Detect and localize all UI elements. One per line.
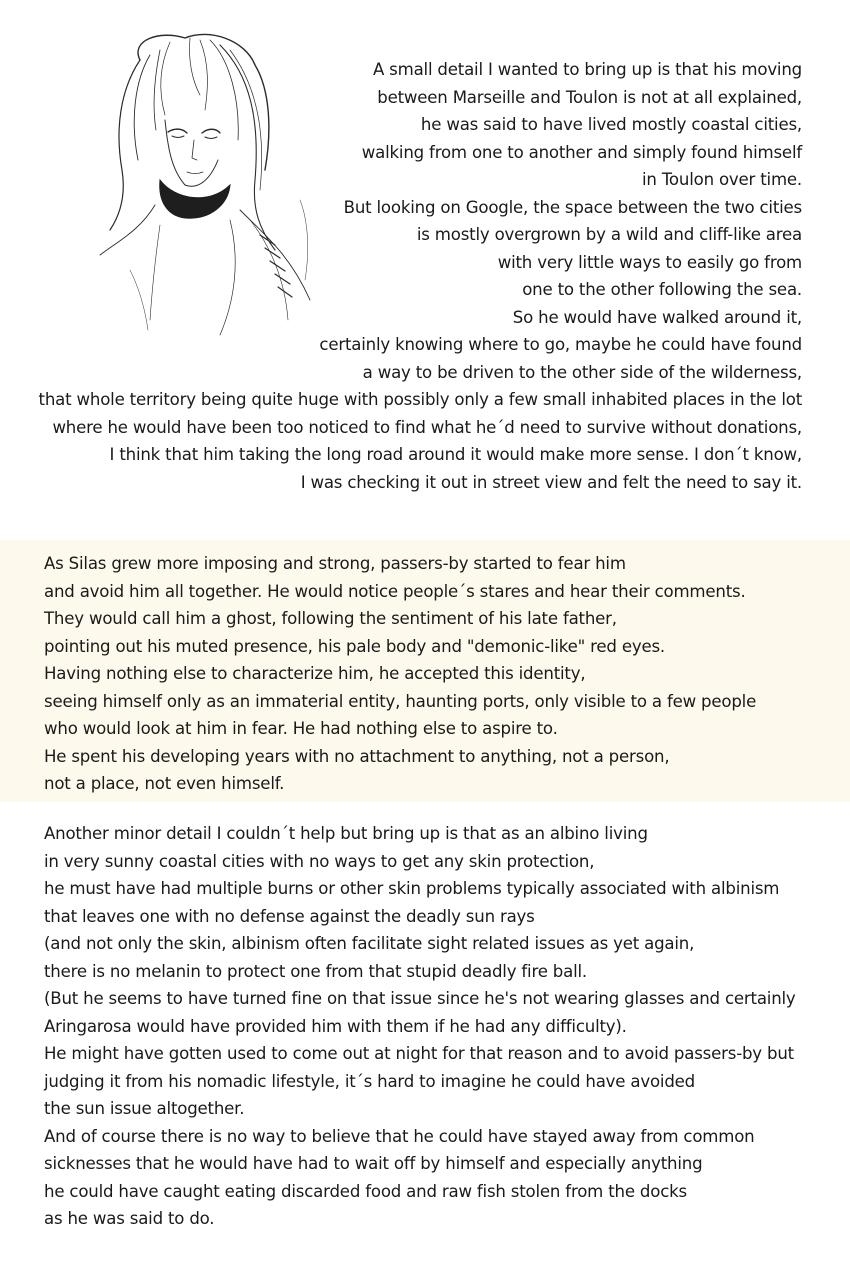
paragraph-line: seeing himself only as an immaterial entity, haunting ports, only visible to a few people <box>44 691 757 711</box>
paragraph-line: Aringarosa would have provided him with them if he had any difficulty). <box>44 1016 627 1036</box>
paragraph-line: And of course there is no way to believe that he could have stayed away from common <box>44 1126 755 1146</box>
paragraph-line: the sun issue altogether. <box>44 1099 245 1118</box>
paragraph-line: They would call him a ghost, following the sentiment of his late father, <box>44 609 617 628</box>
paragraph-line: (But he seems to have turned fine on that issue since he's not wearing glasses and certainly <box>44 989 796 1008</box>
paragraph-line: he could have caught eating discarded food and raw fish stolen from the docks <box>44 1181 687 1201</box>
paragraph-line: who would look at him in fear. He had nothing else to aspire to. <box>44 719 558 738</box>
paragraph-line: where he would have been too noticed to find what he´d need to survive without donations, <box>52 417 802 437</box>
paragraph-line: that whole territory being quite huge with possibly only a few small inhabited places in the lot <box>38 390 802 409</box>
paragraph-line: between Marseille and Toulon is not at all explained, <box>377 87 802 107</box>
paragraph-line: walking from one to another and simply found himself <box>361 142 802 162</box>
paragraph-line: judging it from his nomadic lifestyle, it´s hard to imagine he could have avoided <box>44 1071 696 1091</box>
paragraph-line: As Silas grew more imposing and strong, passers-by started to fear him <box>44 554 626 573</box>
paragraph-line: not a place, not even himself. <box>44 774 285 793</box>
paragraph-line: one to the other following the sea. <box>522 280 802 299</box>
paragraph-line: But looking on Google, the space between the two cities <box>343 197 802 217</box>
paragraph-line: certainly knowing where to go, maybe he could have found <box>319 335 802 354</box>
paragraph-line: that leaves one with no defense against the deadly sun rays <box>44 906 535 926</box>
paragraph-line: and avoid him all together. He would notice people´s stares and hear their comments. <box>44 581 746 601</box>
paragraph-top <box>22 56 802 496</box>
paragraph-line: with very little ways to easily go from <box>497 252 802 272</box>
paragraph-line: I think that him taking the long road around it would make more sense. I don´t know, <box>109 445 802 464</box>
paragraph-line: there is no melanin to protect one from that stupid deadly fire ball. <box>44 961 587 981</box>
paragraph-line: (and not only the skin, albinism often facilitate sight related issues as yet again, <box>44 934 695 953</box>
paragraph-line: Having nothing else to characterize him, he accepted this identity, <box>44 664 586 683</box>
paragraph-bottom <box>44 820 824 1233</box>
paragraph-line: Another minor detail I couldn´t help but bring up is that as an albino living <box>44 824 648 843</box>
paragraph-line: is mostly overgrown by a wild and cliff-like area <box>416 225 802 244</box>
paragraph-line: pointing out his muted presence, his pale body and "demonic-like" red eyes. <box>44 636 665 656</box>
paragraph-line: He might have gotten used to come out at night for that reason and to avoid passers-by but <box>44 1044 794 1063</box>
paragraph-line: He spent his developing years with no attachment to anything, not a person, <box>44 746 670 766</box>
paragraph-line: he was said to have lived mostly coastal cities, <box>420 115 802 134</box>
paragraph-line: I was checking it out in street view and felt the need to say it. <box>300 472 802 492</box>
paragraph-line: in Toulon over time. <box>642 170 802 189</box>
paragraph-line: So he would have walked around it, <box>512 307 802 327</box>
paragraph-middle <box>44 550 824 798</box>
paragraph-line: sicknesses that he would have had to wait off by himself and especially anything <box>44 1154 703 1173</box>
paragraph-line: in very sunny coastal cities with no ways to get any skin protection, <box>44 851 595 871</box>
paragraph-line: as he was said to do. <box>44 1209 215 1228</box>
paragraph-line: A small detail I wanted to bring up is that his moving <box>372 60 802 79</box>
paragraph-line: a way to be driven to the other side of the wilderness, <box>362 362 802 382</box>
paragraph-line: he must have had multiple burns or other skin problems typically associated with albinism <box>44 879 780 898</box>
